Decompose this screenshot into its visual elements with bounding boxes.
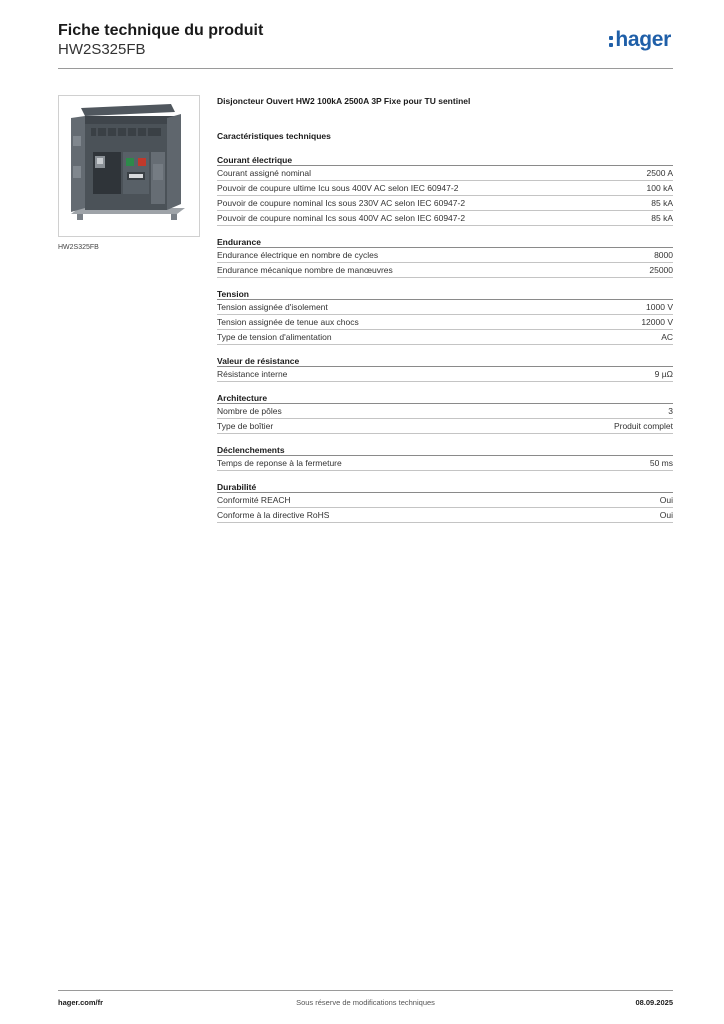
page-footer <box>58 998 673 1010</box>
section-title: Endurance <box>217 236 673 248</box>
section-title: Tension <box>217 288 673 300</box>
spec-value: 1000 V <box>646 302 673 312</box>
section-title: Valeur de résistance <box>217 355 673 367</box>
spec-value: 12000 V <box>641 317 673 327</box>
spec-label: Tension assignée d'isolement <box>217 302 328 312</box>
spec-section <box>217 481 673 523</box>
spec-label: Temps de reponse à la fermeture <box>217 458 342 468</box>
spec-row <box>217 196 673 211</box>
spec-row <box>217 404 673 419</box>
product-image <box>58 95 200 237</box>
footer-divider <box>58 990 673 991</box>
spec-row <box>217 456 673 471</box>
spec-label: Endurance mécanique nombre de manœuvres <box>217 265 393 275</box>
spec-sections <box>217 154 673 523</box>
spec-section <box>217 392 673 434</box>
spec-value: Oui <box>659 510 673 520</box>
product-code: HW2S325FB <box>58 41 146 58</box>
spec-row <box>217 493 673 508</box>
spec-value: AC <box>661 332 673 342</box>
brand-logo <box>609 28 671 52</box>
footer-date: 08.09.2025 <box>635 998 673 1007</box>
spec-value: 85 kA <box>651 213 673 223</box>
header-divider <box>58 68 673 69</box>
logo-dots-icon <box>609 36 613 47</box>
spec-label: Courant assigné nominal <box>217 168 312 178</box>
spec-row <box>217 181 673 196</box>
spec-value: 9 µΩ <box>654 369 673 379</box>
specs-panel <box>217 95 673 523</box>
spec-value: 2500 A <box>646 168 673 178</box>
spec-label: Tension assignée de tenue aux chocs <box>217 317 359 327</box>
spec-value: 85 kA <box>651 198 673 208</box>
spec-label: Conforme à la directive RoHS <box>217 510 330 520</box>
spec-section <box>217 236 673 278</box>
spec-row <box>217 419 673 434</box>
spec-section <box>217 154 673 226</box>
section-title: Architecture <box>217 392 673 404</box>
spec-row <box>217 248 673 263</box>
spec-section <box>217 288 673 345</box>
spec-value: 100 kA <box>646 183 673 193</box>
image-caption: HW2S325FB <box>58 244 99 251</box>
spec-row <box>217 330 673 345</box>
spec-label: Résistance interne <box>217 369 288 379</box>
spec-value: 50 ms <box>649 458 673 468</box>
spec-row <box>217 300 673 315</box>
spec-value: 3 <box>668 406 673 416</box>
section-title: Durabilité <box>217 481 673 493</box>
spec-label: Type de tension d'alimentation <box>217 332 332 342</box>
section-title: Courant électrique <box>217 154 673 166</box>
spec-row <box>217 263 673 278</box>
specs-heading: Caractéristiques techniques <box>217 131 331 141</box>
page-title: Fiche technique du produit <box>58 22 264 39</box>
spec-section <box>217 355 673 382</box>
footer-notice: Sous réserve de modifications techniques <box>296 998 435 1007</box>
spec-row <box>217 166 673 181</box>
spec-row <box>217 367 673 382</box>
spec-label: Pouvoir de coupure ultime Icu sous 400V AC selon IEC 60947-2 <box>217 183 459 193</box>
spec-label: Endurance électrique en nombre de cycles <box>217 250 379 260</box>
spec-label: Conformité REACH <box>217 495 291 505</box>
logo-text: hager <box>615 28 671 51</box>
page-header <box>58 22 673 68</box>
spec-section <box>217 444 673 471</box>
circuit-breaker-image <box>59 96 199 236</box>
spec-row <box>217 211 673 226</box>
product-description: Disjoncteur Ouvert HW2 100kA 2500A 3P Fixe pour TU sentinel <box>217 96 471 106</box>
spec-value: 25000 <box>649 265 673 275</box>
spec-label: Pouvoir de coupure nominal Ics sous 400V AC selon IEC 60947-2 <box>217 213 466 223</box>
spec-value: Oui <box>659 495 673 505</box>
spec-label: Type de boîtier <box>217 421 274 431</box>
spec-label: Pouvoir de coupure nominal Ics sous 230V AC selon IEC 60947-2 <box>217 198 466 208</box>
spec-label: Nombre de pôles <box>217 406 282 416</box>
spec-row <box>217 315 673 330</box>
spec-row <box>217 508 673 523</box>
spec-value: 8000 <box>654 250 673 260</box>
footer-website-link[interactable]: hager.com/fr <box>58 998 104 1007</box>
spec-value: Produit complet <box>613 421 673 431</box>
section-title: Déclenchements <box>217 444 673 456</box>
